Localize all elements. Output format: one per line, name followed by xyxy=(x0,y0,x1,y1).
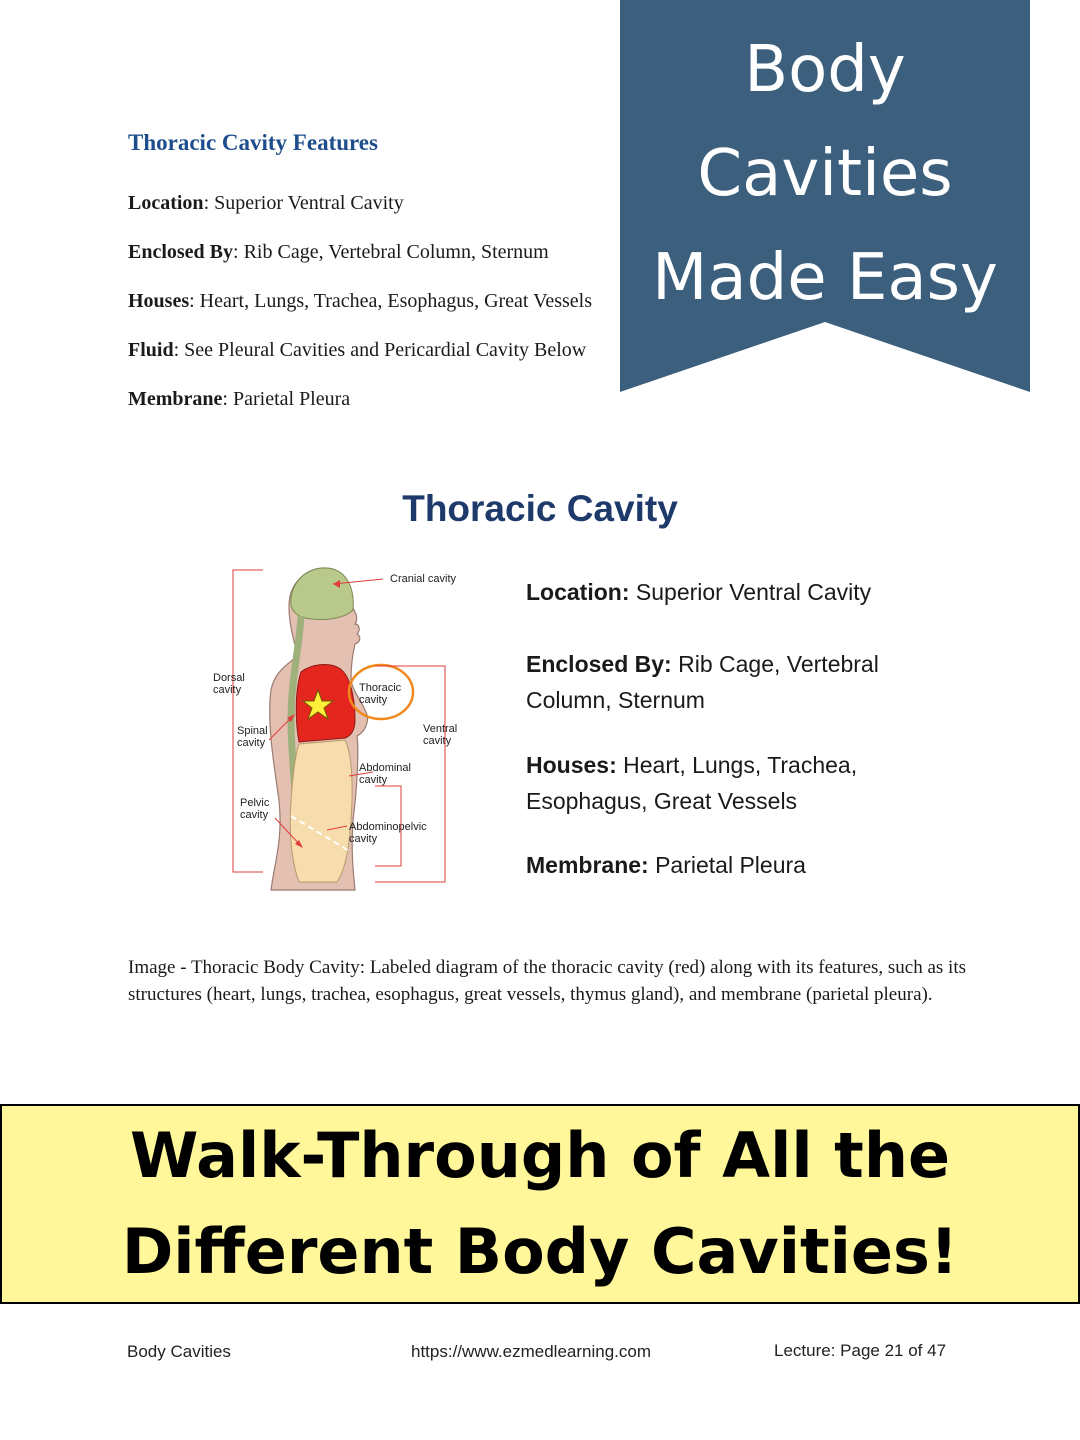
feature-enclosed-by xyxy=(128,241,549,264)
banner-line: Cavities xyxy=(697,137,953,211)
label-cranial-cavity: Cranial cavity xyxy=(390,573,457,585)
info-value: Rib Cage, Vertebral xyxy=(671,651,879,677)
feature-label: Houses xyxy=(128,290,190,312)
figure-caption: Image - Thoracic Body Cavity: Labeled diagram of the thoracic cavity (red) along with its features, such as its structures (heart, lungs, trachea, esophagus, great vessels, thymus gland), and membrane (parietal pleura). xyxy=(128,957,967,1005)
label-thoracic-cavity xyxy=(359,682,401,706)
footer-page-number: Lecture: Page 21 of 47 xyxy=(774,1341,947,1360)
feature-value: : Parietal Pleura xyxy=(222,388,351,410)
footer-doc-title: Body Cavities xyxy=(127,1342,231,1361)
feature-label: Membrane xyxy=(128,388,223,410)
info-value: Column, Sternum xyxy=(526,687,705,713)
callout-line: Walk-Through of All the xyxy=(129,1119,951,1192)
info-label: Location: xyxy=(526,579,630,605)
body-cavity-diagram xyxy=(205,560,475,900)
figure-info-enclosed-by xyxy=(526,646,879,718)
banner-line: Made Easy xyxy=(652,241,998,315)
feature-fluid xyxy=(128,339,586,362)
feature-label: Enclosed By xyxy=(128,241,234,263)
label-abdominal-cavity xyxy=(359,762,411,786)
info-value: Superior Ventral Cavity xyxy=(629,579,872,605)
label-line: cavity xyxy=(359,694,388,706)
banner-line: Body xyxy=(744,33,906,107)
title-banner xyxy=(620,0,1030,392)
banner-title xyxy=(620,18,1030,330)
label-spinal-cavity xyxy=(237,725,268,749)
info-value: Esophagus, Great Vessels xyxy=(526,788,798,814)
info-label: Membrane: xyxy=(526,852,649,878)
info-label: Enclosed By: xyxy=(526,651,672,677)
feature-label: Location xyxy=(128,192,204,214)
feature-value: : Superior Ventral Cavity xyxy=(203,192,404,214)
label-line: cavity xyxy=(240,809,269,821)
label-line: Dorsal xyxy=(213,672,245,684)
figure-info-membrane xyxy=(526,847,806,883)
label-ventral-cavity xyxy=(423,723,457,747)
label-line: Thoracic xyxy=(359,682,402,694)
footer-url-link[interactable]: https://www.ezmedlearning.com xyxy=(411,1342,651,1361)
figure-info-houses xyxy=(526,747,857,819)
info-value: Parietal Pleura xyxy=(648,852,806,878)
feature-label: Fluid xyxy=(128,339,174,361)
label-line: cavity xyxy=(213,684,242,696)
feature-houses xyxy=(128,290,592,313)
label-abdominopelvic-cavity xyxy=(349,821,427,845)
figure-info-location xyxy=(526,574,871,610)
callout-line: Different Body Cavities! xyxy=(121,1215,959,1288)
label-dorsal-cavity xyxy=(213,672,245,696)
label-line: Pelvic xyxy=(240,797,270,809)
info-label: Houses: xyxy=(526,752,617,778)
label-line: cavity xyxy=(359,774,388,786)
callout-box xyxy=(0,1104,1080,1304)
figure-title: Thoracic Cavity xyxy=(402,488,678,529)
feature-value: : See Pleural Cavities and Pericardial Cavity Below xyxy=(173,339,587,361)
feature-membrane xyxy=(128,388,350,411)
feature-location xyxy=(128,192,404,215)
label-line: Abdominopelvic xyxy=(349,821,427,833)
feature-value: : Heart, Lungs, Trachea, Esophagus, Great Vessels xyxy=(189,290,593,312)
label-line: Ventral xyxy=(423,723,458,735)
feature-value: : Rib Cage, Vertebral Column, Sternum xyxy=(233,241,549,263)
label-line: cavity xyxy=(423,735,452,747)
label-pelvic-cavity xyxy=(240,797,269,821)
info-value: Heart, Lungs, Trachea, xyxy=(616,752,858,778)
callout-headline xyxy=(122,1108,958,1300)
section-title: Thoracic Cavity Features xyxy=(128,130,378,155)
label-line: Spinal xyxy=(237,725,268,737)
label-line: cavity xyxy=(237,737,266,749)
label-line: cavity xyxy=(349,833,378,845)
label-line: Abdominal xyxy=(359,762,411,774)
